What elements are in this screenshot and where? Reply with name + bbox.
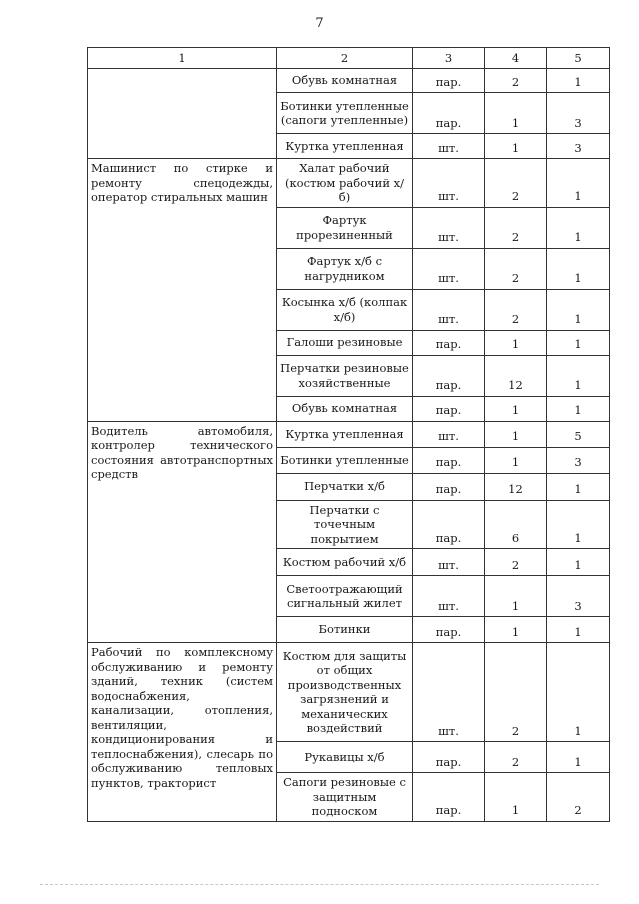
item-cell: Светоотражающий сигнальный жилет	[277, 576, 413, 617]
unit-cell: пар.	[413, 93, 485, 134]
term-cell: 1	[547, 330, 610, 355]
quantity-cell: 12	[485, 473, 547, 500]
column-header: 1	[88, 48, 277, 69]
column-header: 3	[413, 48, 485, 69]
unit-cell: шт.	[413, 207, 485, 248]
item-cell: Перчатки с точечным покрытием	[277, 500, 413, 549]
quantity-cell: 12	[485, 355, 547, 396]
table-row	[88, 159, 610, 208]
quantity-cell: 1	[485, 396, 547, 421]
footer-divider	[40, 884, 599, 885]
unit-cell: шт.	[413, 549, 485, 576]
unit-cell: пар.	[413, 617, 485, 643]
unit-cell: шт.	[413, 421, 485, 447]
item-cell: Обувь комнатная	[277, 69, 413, 93]
position-cell: Машинист по стирке и ремонту спецодежды, оператор стиральных машин	[88, 159, 277, 422]
unit-cell: шт.	[413, 289, 485, 330]
unit-cell: пар.	[413, 773, 485, 822]
unit-cell: пар.	[413, 742, 485, 773]
position-cell: Водитель автомобиля, контролер технического состояния автотранспортных средств	[88, 421, 277, 643]
term-cell: 1	[547, 643, 610, 742]
item-cell: Куртка утепленная	[277, 134, 413, 159]
term-cell: 5	[547, 421, 610, 447]
ppe-norms-table	[87, 47, 610, 822]
term-cell: 3	[547, 93, 610, 134]
term-cell: 1	[547, 207, 610, 248]
quantity-cell: 2	[485, 69, 547, 93]
term-cell: 1	[547, 355, 610, 396]
quantity-cell: 1	[485, 421, 547, 447]
unit-cell: пар.	[413, 447, 485, 473]
table-header-row	[88, 48, 610, 69]
term-cell: 1	[547, 500, 610, 549]
column-header: 2	[277, 48, 413, 69]
quantity-cell: 2	[485, 742, 547, 773]
item-cell: Костюм для защиты от общих производственных загрязнений и механических воздействий	[277, 643, 413, 742]
term-cell: 1	[547, 69, 610, 93]
unit-cell: шт.	[413, 134, 485, 159]
item-cell: Галоши резиновые	[277, 330, 413, 355]
position-cell: Рабочий по комплексному обслуживанию и ремонту зданий, техник (систем водоснабжения, канализации, отопления, вентиляции, кондиционирования и теплоснабжения), слесарь по обслуживанию тепловых пунктов, тракторист	[88, 643, 277, 822]
unit-cell: шт.	[413, 643, 485, 742]
unit-cell: пар.	[413, 500, 485, 549]
item-cell: Халат рабочий (костюм рабочий х/б)	[277, 159, 413, 208]
unit-cell: шт.	[413, 248, 485, 289]
term-cell: 1	[547, 159, 610, 208]
table-body	[88, 48, 610, 822]
item-cell: Ботинки утепленные (сапоги утепленные)	[277, 93, 413, 134]
quantity-cell: 2	[485, 207, 547, 248]
term-cell: 1	[547, 742, 610, 773]
item-cell: Обувь комнатная	[277, 396, 413, 421]
quantity-cell: 2	[485, 643, 547, 742]
term-cell: 1	[547, 549, 610, 576]
quantity-cell: 6	[485, 500, 547, 549]
quantity-cell: 1	[485, 773, 547, 822]
quantity-cell: 1	[485, 617, 547, 643]
item-cell: Куртка утепленная	[277, 421, 413, 447]
quantity-cell: 1	[485, 576, 547, 617]
table-row	[88, 643, 610, 742]
item-cell: Фартук х/б с нагрудником	[277, 248, 413, 289]
column-header: 4	[485, 48, 547, 69]
unit-cell: пар.	[413, 396, 485, 421]
quantity-cell: 1	[485, 134, 547, 159]
term-cell: 1	[547, 248, 610, 289]
item-cell: Ботинки	[277, 617, 413, 643]
quantity-cell: 1	[485, 447, 547, 473]
position-cell	[88, 69, 277, 159]
item-cell: Фартук прорезиненный	[277, 207, 413, 248]
quantity-cell: 1	[485, 330, 547, 355]
unit-cell: шт.	[413, 576, 485, 617]
term-cell: 1	[547, 473, 610, 500]
page-number: 7	[315, 16, 324, 31]
quantity-cell: 2	[485, 248, 547, 289]
item-cell: Косынка х/б (колпак х/б)	[277, 289, 413, 330]
unit-cell: пар.	[413, 330, 485, 355]
term-cell: 3	[547, 134, 610, 159]
term-cell: 1	[547, 617, 610, 643]
term-cell: 1	[547, 289, 610, 330]
term-cell: 3	[547, 447, 610, 473]
item-cell: Костюм рабочий х/б	[277, 549, 413, 576]
term-cell: 3	[547, 576, 610, 617]
item-cell: Рукавицы х/б	[277, 742, 413, 773]
table-row	[88, 69, 610, 93]
quantity-cell: 2	[485, 289, 547, 330]
term-cell: 1	[547, 396, 610, 421]
unit-cell: пар.	[413, 69, 485, 93]
unit-cell: пар.	[413, 355, 485, 396]
table-row	[88, 421, 610, 447]
item-cell: Сапоги резиновые с защитным подноском	[277, 773, 413, 822]
item-cell: Перчатки х/б	[277, 473, 413, 500]
quantity-cell: 2	[485, 549, 547, 576]
item-cell: Перчатки резиновые хозяйственные	[277, 355, 413, 396]
unit-cell: шт.	[413, 159, 485, 208]
quantity-cell: 1	[485, 93, 547, 134]
item-cell: Ботинки утепленные	[277, 447, 413, 473]
term-cell: 2	[547, 773, 610, 822]
column-header: 5	[547, 48, 610, 69]
unit-cell: пар.	[413, 473, 485, 500]
quantity-cell: 2	[485, 159, 547, 208]
